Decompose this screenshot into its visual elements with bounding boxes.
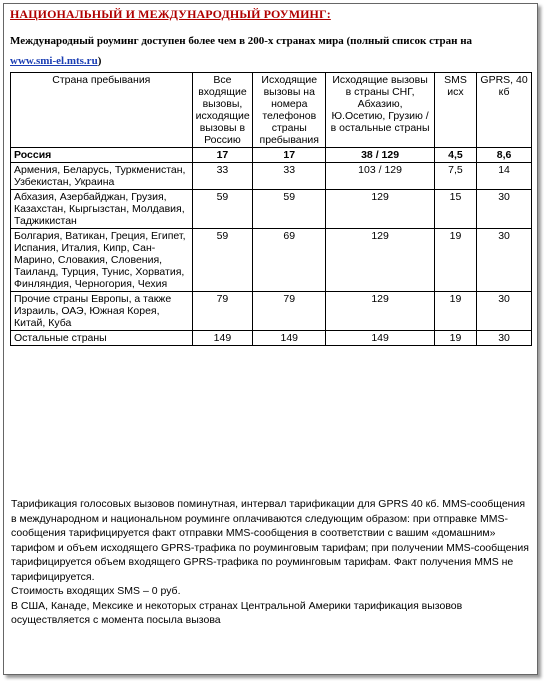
cell-sms: 4,5 (434, 148, 476, 163)
cell-incoming: 149 (192, 331, 253, 346)
cell-country: Армения, Беларусь, Туркменистан, Узбекистан, Украина (11, 163, 193, 190)
intro-close-paren: ) (97, 55, 102, 67)
cell-gprs: 30 (477, 331, 532, 346)
cell-cis: 103 / 129 (326, 163, 435, 190)
note-paragraph: Стоимость входящих SMS – 0 руб. (11, 585, 181, 597)
cell-sms: 19 (434, 229, 476, 292)
cell-country: Болгария, Ватикан, Греция, Египет, Испания, Италия, Кипр, Сан-Марино, Словакия, Словения, Таиланд, Турция, Тунис, Хорватия, Финляндия, Черногория, Чехия (11, 229, 193, 292)
cell-country: Остальные страны (11, 331, 193, 346)
cell-incoming: 59 (192, 229, 253, 292)
cell-country: Россия (11, 148, 193, 163)
table-row (11, 229, 532, 292)
cell-country: Прочие страны Европы, а также Израиль, ОАЭ, Южная Корея, Китай, Куба (11, 292, 193, 331)
cell-cis: 129 (326, 292, 435, 331)
header-gprs: GPRS, 40 кб (477, 73, 532, 148)
tariff-notes (11, 497, 531, 628)
page-title: НАЦИОНАЛЬНЫЙ И МЕЖДУНАРОДНЫЙ РОУМИНГ: (10, 7, 331, 21)
mts-roaming-link[interactable]: www.smi-el.mts.ru (10, 55, 98, 67)
table-row (11, 148, 532, 163)
table-row (11, 292, 532, 331)
cell-local: 17 (253, 148, 326, 163)
intro-sentence: Международный роуминг доступен более чем в 200-х странах мира (полный список стран на (10, 35, 473, 47)
cell-sms: 7,5 (434, 163, 476, 190)
cell-gprs: 30 (477, 229, 532, 292)
header-local-calls: Исходящие вызовы на номера телефонов страны пребывания (253, 73, 326, 148)
cell-local: 79 (253, 292, 326, 331)
cell-country: Абхазия, Азербайджан, Грузия, Казахстан, Кыргызстан, Молдавия, Таджикистан (11, 190, 193, 229)
cell-local: 149 (253, 331, 326, 346)
cell-local: 33 (253, 163, 326, 190)
table-header-row (11, 73, 532, 148)
cell-cis: 149 (326, 331, 435, 346)
table-row (11, 190, 532, 229)
cell-sms: 19 (434, 292, 476, 331)
note-paragraph: В США, Канаде, Мексике и некоторых странах Центральной Америки тарификация вызовов осуществляется с момента посыла вызова (11, 599, 463, 626)
intro-text (10, 31, 528, 71)
header-sms: SMS исх (434, 73, 476, 148)
header-country: Страна пребывания (11, 73, 193, 148)
cell-incoming: 79 (192, 292, 253, 331)
cell-local: 69 (253, 229, 326, 292)
cell-gprs: 30 (477, 190, 532, 229)
cell-incoming: 33 (192, 163, 253, 190)
roaming-tariff-table (10, 72, 532, 346)
cell-incoming: 17 (192, 148, 253, 163)
cell-local: 59 (253, 190, 326, 229)
cell-cis: 129 (326, 190, 435, 229)
cell-gprs: 30 (477, 292, 532, 331)
header-incoming: Все входящие вызовы, исходящие вызовы в Россию (192, 73, 253, 148)
cell-gprs: 8,6 (477, 148, 532, 163)
cell-incoming: 59 (192, 190, 253, 229)
table-row (11, 163, 532, 190)
cell-gprs: 14 (477, 163, 532, 190)
note-paragraph: Тарификация голосовых вызовов поминутная, интервал тарификации для GPRS 40 кб. MMS-сообщения в международном и национальном роуминге оплачиваются следующим образом: при отправке MMS-сообщения тарифицируется факт отправки MMS-сообщения в соответствии с вашим «домашним» тарифом и объем исходящего GPRS-трафика по роуминговым тарифам; при получении MMS-сообщения тарифицируется объем входящего GPRS-трафика по роуминговым тарифам. Факт получения MMS не тарифицируется. (11, 498, 529, 583)
header-cis-calls: Исходящие вызовы в страны СНГ, Абхазию, Ю.Осетию, Грузию / в остальные страны (326, 73, 435, 148)
cell-cis: 38 / 129 (326, 148, 435, 163)
cell-sms: 15 (434, 190, 476, 229)
table-row (11, 331, 532, 346)
cell-sms: 19 (434, 331, 476, 346)
cell-cis: 129 (326, 229, 435, 292)
